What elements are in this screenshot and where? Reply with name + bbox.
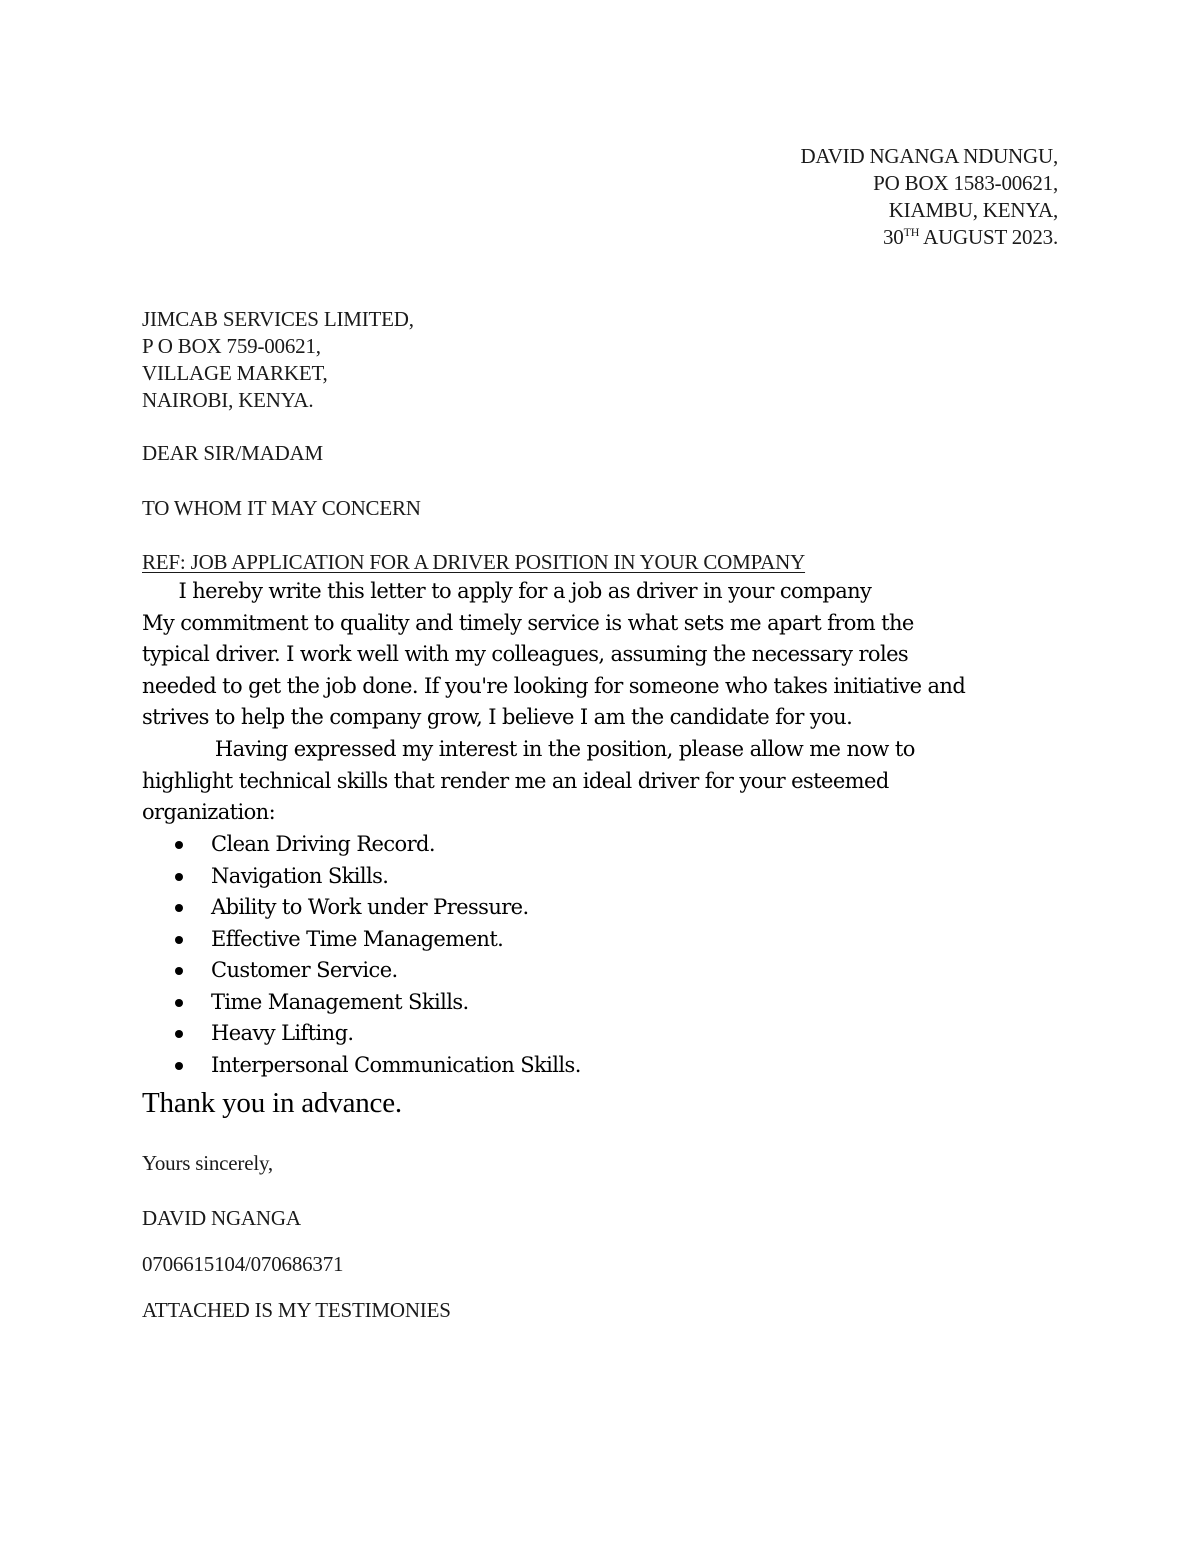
attachment-note: ATTACHED IS MY TESTIMONIES	[142, 1298, 451, 1322]
recipient-address-block	[142, 306, 414, 414]
paragraph-line: highlight technical skills that render me an ideal driver for your esteemed	[142, 768, 889, 793]
skill-text: Clean Driving Record.	[211, 832, 435, 856]
bullet-icon	[175, 841, 183, 849]
closing-line: Yours sincerely,	[142, 1151, 273, 1175]
skill-item	[142, 955, 581, 987]
date-day: 30	[883, 225, 904, 249]
bullet-icon	[175, 1062, 183, 1070]
bullet-icon	[175, 904, 183, 912]
skill-item	[142, 829, 581, 861]
sender-address-block	[800, 143, 1058, 251]
bullet-icon	[175, 999, 183, 1007]
skill-text: Navigation Skills.	[211, 863, 389, 888]
bullet-icon	[175, 873, 183, 881]
paragraph-intro	[142, 576, 965, 734]
bullet-icon	[175, 936, 183, 944]
skill-text: Effective Time Management.	[211, 926, 504, 951]
letter-date	[800, 224, 1058, 251]
recipient-area: VILLAGE MARKET,	[142, 361, 328, 385]
date-month-year: AUGUST 2023.	[919, 225, 1058, 249]
paragraph-line: I hereby write this letter to apply for a job as driver in your company	[142, 579, 872, 603]
phone-number: 0706615104/070686371	[142, 1252, 344, 1276]
recipient-company: JIMCAB SERVICES LIMITED,	[142, 307, 414, 331]
bullet-icon	[175, 967, 183, 975]
recipient-city: NAIROBI, KENYA.	[142, 388, 314, 412]
date-suffix: TH	[903, 225, 920, 239]
skill-item	[142, 924, 581, 956]
skill-item	[142, 892, 581, 924]
paragraph-skills-intro	[142, 734, 915, 829]
skill-text: Interpersonal Communication Skills.	[211, 1052, 581, 1077]
paragraph-line: My commitment to quality and timely service is what sets me apart from the	[142, 610, 914, 635]
sender-po-box: PO BOX 1583-00621,	[873, 171, 1058, 195]
signature-name: DAVID NGANGA	[142, 1206, 301, 1230]
reference-line: REF: JOB APPLICATION FOR A DRIVER POSITION IN YOUR COMPANY	[142, 550, 806, 574]
skill-item	[142, 1018, 581, 1050]
sender-location: KIAMBU, KENYA,	[888, 198, 1058, 222]
thanks-line: Thank you in advance.	[142, 1087, 402, 1119]
paragraph-line: Having expressed my interest in the position, please allow me now to	[142, 737, 915, 761]
skill-text: Customer Service.	[211, 958, 398, 982]
paragraph-line: organization:	[142, 800, 276, 824]
skill-text: Heavy Lifting.	[211, 1021, 354, 1045]
recipient-po-box: P O BOX 759-00621,	[142, 334, 321, 358]
salutation: DEAR SIR/MADAM	[142, 441, 323, 465]
skill-text: Ability to Work under Pressure.	[211, 895, 529, 919]
skill-text: Time Management Skills.	[211, 989, 469, 1014]
skill-item	[142, 1050, 581, 1082]
paragraph-line: typical driver. I work well with my colleagues, assuming the necessary roles	[142, 642, 909, 666]
bullet-icon	[175, 1030, 183, 1038]
skill-item	[142, 987, 581, 1019]
skill-item	[142, 861, 581, 893]
paragraph-line: needed to get the job done. If you're looking for someone who takes initiative and	[142, 673, 966, 698]
concern-line: TO WHOM IT MAY CONCERN	[142, 496, 421, 520]
paragraph-line: strives to help the company grow, I believe I am the candidate for you.	[142, 705, 853, 729]
sender-name: DAVID NGANGA NDUNGU,	[800, 144, 1058, 168]
skills-list	[142, 829, 581, 1081]
